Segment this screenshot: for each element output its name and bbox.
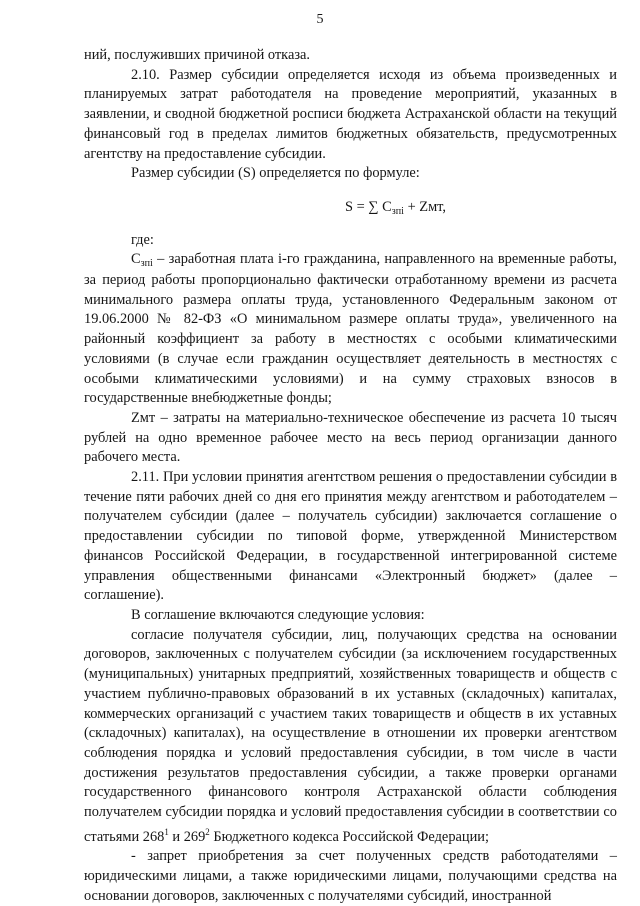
formula-lhs: S = ∑ C [345,198,392,215]
paragraph-2-11: 2.11. При условии принятия агентством решения о предоставлении субсидии в течение пяти рабочих дней со дня его принятия между агентством и работодателем – получателем субсидии (далее – получатель субсидии) заключается соглашение о предоставлении субсидии по типовой форме, утвержденной Министерством финансов Российской Федерации, в государственной интегрированной системе управления общественными финансами «Электронный бюджет» (далее – соглашение). [84,469,617,604]
paragraph-2-10: 2.10. Размер субсидии определяется исходя из объема произведенных и планируемых затрат работодателя на проведение мероприятий, указанных в заявлении, и сводной бюджетной росписи бюджета Астраханской области на текущий финансовый год в пределах лимитов бюджетных обязательств, предусмотренных агентству на предоставление субсидии. [84,66,617,162]
paragraph-formula-intro: Размер субсидии (S) определяется по формуле: [131,165,420,182]
consent-mid: и 269 [168,828,206,845]
consent-sup-1: 1 [164,826,169,837]
definition-c-subscript: зпi [140,258,153,270]
consent-text: согласие получателя субсидии, лиц, получающих средства на основании договоров, заключенных с получателем субсидии (за исключением государственных (муниципальных) унитарных предприятий, хозяйственных товариществ и обществ с участием публично-правовых образований в их уставных (складочных) капиталах, коммерческих организаций с участием таких товариществ и обществ в их уставных (складочных) капиталах), на осуществление в отношении их проверки агентством соблюдения порядка и условий предоставления субсидии, в том числе в части достижения результатов предоставления субсидии, а также проверки органами государственного финансового контроля Астраханской области соблюдения получателем субсидии порядка и условий предоставления субсидии в соответствии со статьями 268 [84,626,617,845]
document-body [84,46,617,906]
paragraph-continuation: ний, послуживших причиной отказа. [84,47,310,63]
consent-end: Бюджетного кодекса Российской Федерации; [209,828,490,845]
paragraph-consent [84,626,617,848]
definition-c-text: – заработная плата i-го гражданина, направленного на временные работы, за период работы пропорционально фактически отработанному времени из расчета минимального размера оплаты труда, установленного Федеральным законом от 19.06.2000 № 82-ФЗ «О минимальном размере оплаты труда», увеличенного на районный коэффициент за работу в местностях с особыми климатическими условиями (в случае если гражданин осуществляет деятельность в местностях с особыми климатическими условиями) и на сумму страховых взносов в государственные внебюджетные фонды; [84,251,617,407]
page-number: 5 [316,12,324,27]
paragraph-conditions: В соглашение включаются следующие условия: [131,606,425,623]
paragraph-ban: - запрет приобретения за счет полученных средств работодателями – юридическими лицами, а также юридическими лицами, получающими средства на основании договоров, заключенных с получателями субсидий, иностранной [84,848,617,904]
consent-sup-2: 2 [205,826,210,837]
definition-c [84,250,617,409]
definition-z: Zмт – затраты на материально-техническое обеспечение из расчета 10 тысяч рублей на одно временное рабочее место на весь период организации данного рабочего места. [84,409,617,466]
paragraph-where: где: [131,231,154,248]
subsidy-formula [174,198,617,219]
formula-rhs: + Zмт, [403,198,446,215]
definition-c-symbol: C [131,251,141,268]
formula-subscript: зпi [391,205,404,217]
